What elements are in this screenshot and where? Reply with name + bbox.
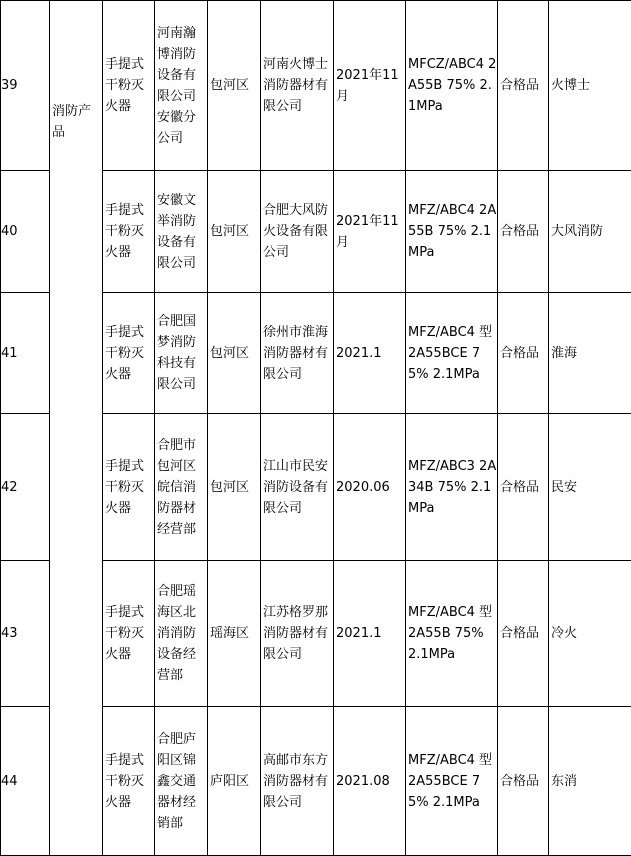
product-name: 手提式干粉灭火器 — [103, 414, 155, 561]
manufacturer: 江山市民安消防设备有限公司 — [261, 414, 334, 561]
seller-name: 合肥市包河区皖信消防器材经营部 — [155, 414, 208, 561]
result: 合格品 — [498, 414, 549, 561]
production-date: 2021年11月 — [334, 171, 406, 293]
seller-name: 合肥瑶海区北消消防设备经营部 — [155, 561, 208, 707]
brand: 火博士 — [549, 1, 631, 171]
result: 合格品 — [498, 707, 549, 856]
brand: 民安 — [549, 414, 631, 561]
product-name: 手提式干粉灭火器 — [103, 1, 155, 171]
manufacturer: 合肥大风防火设备有限公司 — [261, 171, 334, 293]
product-name: 手提式干粉灭火器 — [103, 707, 155, 856]
manufacturer: 江苏格罗那消防器材有限公司 — [261, 561, 334, 707]
brand: 大风消防 — [549, 171, 631, 293]
manufacturer: 河南火博士消防器材有限公司 — [261, 1, 334, 171]
row-number: 40 — [1, 171, 50, 293]
row-number: 43 — [1, 561, 50, 707]
model-spec: MFZ/ABC4 型 2A55BCE 75% 2.1MPa — [406, 293, 498, 414]
model-spec: MFZ/ABC4 型 2A55BCE 75% 2.1MPa — [406, 707, 498, 856]
district: 瑶海区 — [208, 561, 261, 707]
manufacturer: 徐州市淮海消防器材有限公司 — [261, 293, 334, 414]
product-name: 手提式干粉灭火器 — [103, 293, 155, 414]
production-date: 2021.1 — [334, 293, 406, 414]
product-name: 手提式干粉灭火器 — [103, 171, 155, 293]
brand: 淮海 — [549, 293, 631, 414]
seller-name: 合肥庐阳区锦鑫交通器材经销部 — [155, 707, 208, 856]
seller-name: 安徽文举消防设备有限公司 — [155, 171, 208, 293]
row-number: 42 — [1, 414, 50, 561]
production-date: 2021年11月 — [334, 1, 406, 171]
result: 合格品 — [498, 293, 549, 414]
model-spec: MFCZ/ABC4 2A55B 75% 2.1MPa — [406, 1, 498, 171]
production-date: 2021.08 — [334, 707, 406, 856]
district: 包河区 — [208, 414, 261, 561]
row-number: 39 — [1, 1, 50, 171]
category-cell: 消防产品 — [50, 1, 103, 856]
brand: 东消 — [549, 707, 631, 856]
model-spec: MFZ/ABC3 2A34B 75% 2.1MPa — [406, 414, 498, 561]
brand: 冷火 — [549, 561, 631, 707]
manufacturer: 高邮市东方消防器材有限公司 — [261, 707, 334, 856]
row-number: 41 — [1, 293, 50, 414]
seller-name: 合肥国梦消防科技有限公司 — [155, 293, 208, 414]
district: 包河区 — [208, 293, 261, 414]
model-spec: MFZ/ABC4 2A55B 75% 2.1MPa — [406, 171, 498, 293]
result: 合格品 — [498, 171, 549, 293]
district: 包河区 — [208, 1, 261, 171]
row-number: 44 — [1, 707, 50, 856]
result: 合格品 — [498, 561, 549, 707]
production-date: 2021.1 — [334, 561, 406, 707]
district: 包河区 — [208, 171, 261, 293]
district: 庐阳区 — [208, 707, 261, 856]
production-date: 2020.06 — [334, 414, 406, 561]
result: 合格品 — [498, 1, 549, 171]
model-spec: MFZ/ABC4 型 2A55B 75% 2.1MPa — [406, 561, 498, 707]
table-row — [1, 1, 631, 171]
product-name: 手提式干粉灭火器 — [103, 561, 155, 707]
seller-name: 河南瀚博消防设备有限公司安徽分公司 — [155, 1, 208, 171]
